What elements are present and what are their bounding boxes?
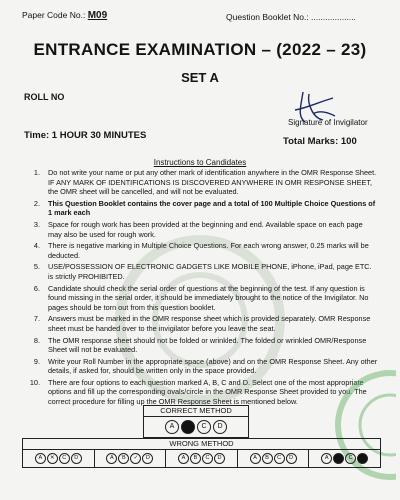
answer-bubble: D <box>286 453 297 464</box>
wrong-method-example <box>238 450 310 467</box>
answer-bubble: ✓ <box>130 453 141 464</box>
answer-bubble: C <box>59 453 70 464</box>
instructions-heading: Instructions to Candidates <box>153 158 247 167</box>
exam-time: Time: 1 HOUR 30 MINUTES <box>24 130 147 141</box>
question-booklet-number: Question Booklet No.: ................... <box>226 12 356 22</box>
answer-bubble: A <box>35 453 46 464</box>
answer-bubble: C <box>345 453 356 464</box>
wrong-method-example <box>166 450 238 467</box>
wrong-method-row <box>23 450 380 467</box>
watermark-logo <box>90 220 310 420</box>
answer-bubble: A <box>178 453 189 464</box>
paper-code-label: Paper Code No.: <box>22 10 86 20</box>
set-label: SET A <box>181 70 219 85</box>
instruction-number: 5. <box>33 262 40 272</box>
instruction-text: Candidate should check the serial order of questions at the beginning of the test. If any question is found missing in the serial order, it should be immediately brought to the notice of the Invigilator. No pages should be torn out from this question booklet. <box>48 283 369 312</box>
answer-bubble: B <box>190 453 201 464</box>
signature-of-invigilator: Signature of Invigilator <box>288 118 368 127</box>
answer-bubble: C <box>274 453 285 464</box>
answer-bubble: D <box>71 453 82 464</box>
wrong-method-label: WRONG METHOD <box>23 439 380 450</box>
instruction-item <box>16 199 378 218</box>
answer-bubble: B <box>262 453 273 464</box>
wrong-method-example <box>309 450 380 467</box>
answer-bubble: D <box>214 453 225 464</box>
roll-number-label: ROLL NO <box>24 92 65 102</box>
answer-bubble: A <box>321 453 332 464</box>
instruction-number: 3. <box>33 219 40 229</box>
answer-bubble: A <box>250 453 261 464</box>
answer-bubble: A <box>165 420 179 434</box>
total-marks: Total Marks: 100 <box>283 136 357 147</box>
wrong-method-box <box>22 438 381 468</box>
answer-bubble: D <box>213 420 227 434</box>
stamp-graphic <box>330 360 396 490</box>
answer-bubble: A <box>106 453 117 464</box>
instruction-number: 8. <box>33 335 40 345</box>
paper-code <box>22 10 107 21</box>
instruction-text: The OMR response sheet should not be folded or wrinkled. The folded or wrinkled OMR/Response Sheet will not be evaluated. <box>48 335 367 355</box>
answer-bubble: C <box>197 420 211 434</box>
instruction-text: This Question Booklet contains the cover page and a total of 100 Multiple Choice Questions of 1 mark each <box>48 198 376 218</box>
answer-bubble: B <box>118 453 129 464</box>
instruction-number: 4. <box>33 241 40 251</box>
instruction-number: 1. <box>33 168 40 177</box>
instruction-number: 7. <box>33 314 40 324</box>
instruction-text: Do not write your name or put any other mark of identification anywhere in the OMR Response Sheet. IF ANY MARK OF IDENTIFICATIONS IS DISCOVERED ANYWHERE IN OMR RESPONSE SHEET, the OMR sheet will be cancelled, and will not be evaluated. <box>48 168 377 197</box>
correct-method-box <box>143 405 249 438</box>
instruction-text: There is negative marking in Multiple Choice Questions. For each wrong answer, 0.25 marks will be deducted. <box>48 241 369 260</box>
instruction-text: USE/POSSESSION OF ELECTRONIC GADGETS LIKE MOBILE PHONE, iPhone, iPad, page ETC. is strictly PROHIBITED. <box>48 262 372 281</box>
wrong-method-example <box>23 450 95 467</box>
answer-bubble <box>333 453 344 464</box>
answer-bubble <box>357 453 368 464</box>
instruction-text: There are four options to each question marked A, B, C and D. Select one of the most appropriate options and fill up the corresponding ovals/circle in the OMR Response Sheet provided to you. The correct procedure for filling up the OMR Response Sheet is mentioned below. <box>48 377 367 407</box>
answer-bubble <box>181 420 195 434</box>
answer-bubble: D <box>142 453 153 464</box>
instruction-number: 6. <box>33 283 40 293</box>
paper-code-value: M09 <box>87 10 108 21</box>
instruction-text: Write your Roll Number in the appropriate space (above) and on the OMR Response Sheet. Any other details, if asked for, should be written only in the space provided. <box>48 356 378 376</box>
instruction-item <box>16 168 378 197</box>
answer-bubble: ✕ <box>47 453 58 464</box>
instruction-number: 2. <box>33 198 40 208</box>
wrong-method-example <box>95 450 167 467</box>
instruction-text: Space for rough work has been provided at the beginning and end. Available space on each page may also be used for rough work. <box>48 219 363 239</box>
exam-title: ENTRANCE EXAMINATION – (2022 – 23) <box>33 40 367 59</box>
instruction-number: 9. <box>33 356 40 366</box>
instruction-text: Answers must be marked in the OMR response sheet which is provided separately. OMR Response sheet must be handed over to the invigilator before you leave the seat. <box>48 314 371 333</box>
correct-method-bubbles <box>144 417 248 437</box>
instruction-number: 10. <box>29 377 40 387</box>
answer-bubble: C <box>202 453 213 464</box>
correct-method-label: CORRECT METHOD <box>144 406 248 417</box>
